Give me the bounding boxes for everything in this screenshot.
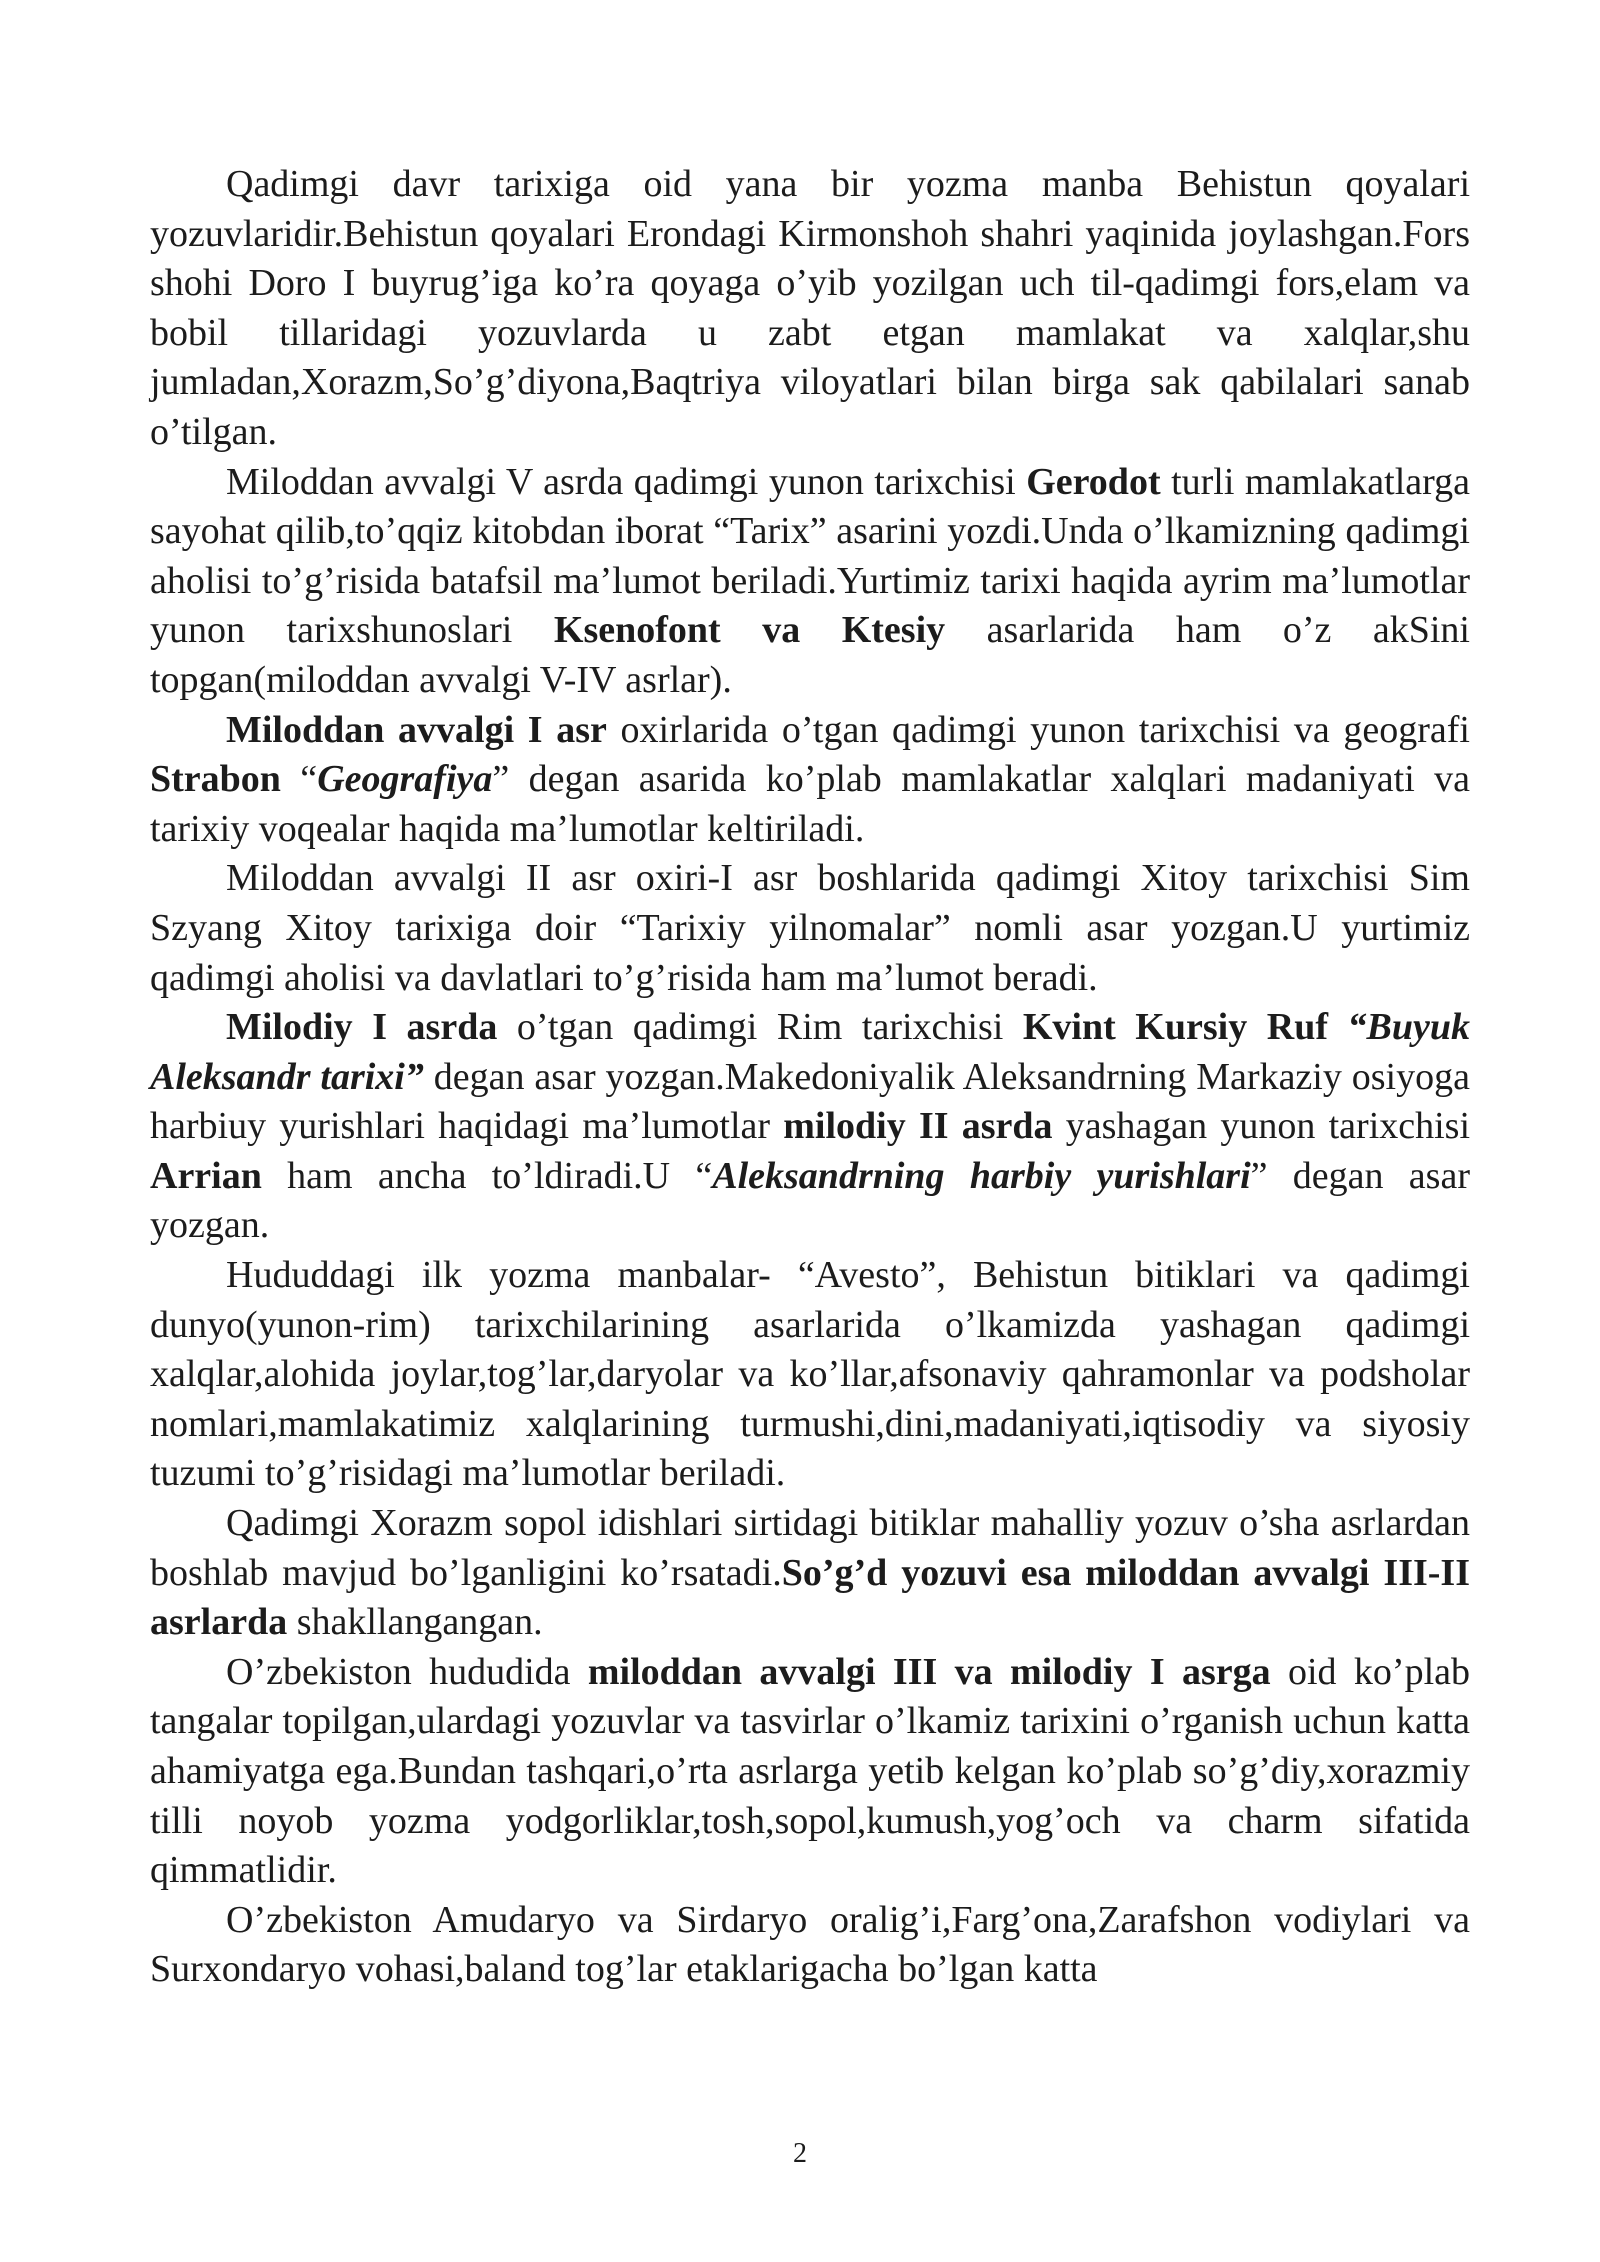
text-run: ” degan asarida ko’plab mamlakatlar xalqlari madaniyati va tarixiy voqealar haqida ma’lumotlar keltiriladi. — [150, 758, 1471, 850]
text-run: turli mamlakatlarga sayohat qilib,to’qqiz kitobdan iborat “Tarix” asarini yozdi.Unda o’lkamizning qadimgi aholisi to’g’risida batafsil ma’lumot beriladi.Yurtimiz tarixi haqida ayrim ma’lumotlar yunon tarixshunoslari — [150, 460, 1470, 652]
page-number: 2 — [793, 2138, 807, 2169]
emphasized-text-run: Gerodot — [1026, 460, 1161, 503]
paragraph — [150, 1648, 1470, 1896]
emphasized-text-run: Ksenofont va Ktesiy — [553, 609, 946, 652]
text-run: oxirlarida o’tgan qadimgi yunon tarixchisi va geografi — [606, 708, 1470, 751]
paragraph — [150, 854, 1470, 1003]
text-run: yashagan yunon tarixchisi — [1052, 1105, 1471, 1148]
emphasized-text-run: Milodiy I asrda — [226, 1006, 498, 1049]
paragraph — [150, 1251, 1470, 1499]
paragraph — [150, 1499, 1470, 1648]
text-run: o’tgan qadimgi Rim tarixchisi — [497, 1006, 1023, 1049]
text-run: shakllangangan. — [287, 1601, 543, 1644]
text-run — [1328, 1006, 1348, 1048]
text-run: Miloddan avvalgi V asrda qadimgi yunon tarixchisi — [226, 460, 1027, 503]
text-run: oid ko’plab tangalar topilgan,ulardagi yozuvlar va tasvirlar o’lkamiz tarixini o’rganish uchun katta ahamiyatga ega.Bundan tashqari,o’rta asrlarga yetib kelgan ko’plab so’g’diy,xorazmiy tilli noyob yozma yodgorliklar,tosh,sopol,kumush,yog’och va charm sifatida qimmatlidir. — [150, 1650, 1471, 1892]
text-run: ham ancha to’ldiradi.U “ — [261, 1154, 713, 1197]
emphasized-text-run: So’g’d yozuvi esa miloddan avvalgi III-II asrlarda — [150, 1551, 1470, 1644]
emphasized-text-run: Miloddan avvalgi I asr — [226, 708, 607, 751]
paragraph — [150, 1003, 1470, 1251]
emphasized-text-run: Geografiya — [317, 758, 493, 801]
text-run: Qadimgi Xorazm sopol idishlari sirtidagi bitiklar mahalliy yozuv o’sha asrlardan boshlab mavjud bo’lganligini ko’rsatadi. — [150, 1502, 1470, 1594]
paragraph — [150, 1896, 1470, 1995]
emphasized-text-run: Aleksandrning harbiy yurishlari — [712, 1154, 1251, 1197]
text-run: “ — [280, 758, 318, 801]
text-run: ” degan asar yozgan. — [150, 1154, 1470, 1247]
text-run: degan asar yozgan.Makedoniyalik Aleksandrning Markaziy osiyoga harbiuy yurishlari haqidagi ma’lumotlar — [150, 1055, 1470, 1148]
body-text — [150, 160, 1470, 1995]
text-run: Hududdagi ilk yozma manbalar- “Avesto”, Behistun bitiklari va qadimgi dunyo(yunon-rim) tarixchilarining asarlarida o’lkamizda yashagan qadimgi xalqlar,alohida joylar,tog’lar,daryolar va ko’llar,afsonaviy qahramonlar va podsholar nomlari,mamlakatimiz xalqlarining turmushi,dini,madaniyati,iqtisodiy va siyosiy tuzumi to’g’risidagi ma’lumotlar beriladi. — [150, 1254, 1470, 1495]
emphasized-text-run: miloddan avvalgi III va milodiy I asrga — [587, 1650, 1271, 1693]
paragraph — [150, 706, 1470, 855]
text-run: asarlarida ham o’z akSini topgan(miloddan avvalgi V-IV asrlar). — [150, 609, 1470, 701]
text-run: O’zbekiston Amudaryo va Sirdaryo oralig’i,Farg’ona,Zarafshon vodiylari va Surxondaryo vohasi,baland tog’lar etaklarigacha bo’lgan katta — [150, 1898, 1470, 1991]
emphasized-text-run: Arrian — [150, 1154, 262, 1197]
text-run: Miloddan avvalgi II asr oxiri-I asr boshlarida qadimgi Xitoy tarixchisi Sim Szyang Xitoy tarixiga doir “Tarixiy yilnomalar” nomli asar yozgan.U yurtimiz qadimgi aholisi va davlatlari to’g’risida ham ma’lumot beradi. — [150, 857, 1470, 999]
emphasized-text-run: milodiy II asrda — [783, 1105, 1053, 1148]
paragraph — [150, 160, 1470, 458]
paragraph — [150, 458, 1470, 706]
emphasized-text-run: “Buyuk Aleksandr tarixi” — [150, 1006, 1471, 1098]
text-run: Qadimgi davr tarixiga oid yana bir yozma manba Behistun qoyalari yozuvlaridir.Behistun qoyalari Erondagi Kirmonshoh shahri yaqinida joylashgan.Fors shohi Doro I buyrug’iga ko’ra qoyaga o’yib yozilgan uch til-qadimgi fors,elam va bobil tillaridagi yozuvlarda u zabt etgan mamlakat va xalqlar,shu jumladan,Xorazm,So’g’diyona,Baqtriya viloyatlari bilan birga sak qabilalari sanab o’tilgan. — [150, 163, 1470, 453]
emphasized-text-run: Strabon — [150, 758, 281, 801]
text-run: O’zbekiston hududida — [226, 1650, 588, 1693]
emphasized-text-run: Kvint Kursiy Ruf — [1022, 1006, 1328, 1049]
